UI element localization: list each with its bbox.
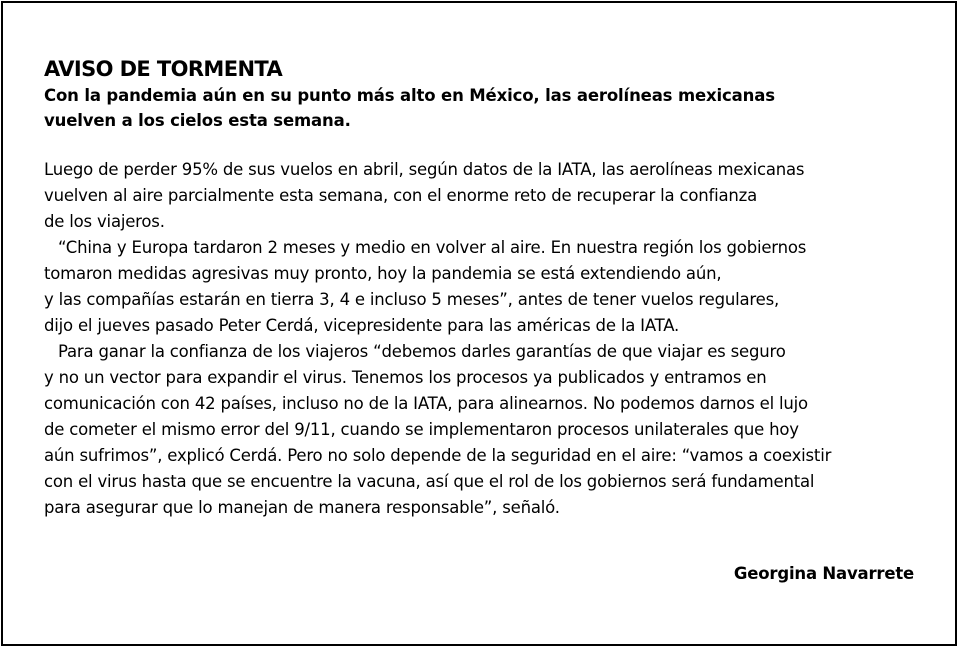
body-line: Luego de perder 95% de sus vuelos en abril, según datos de la IATA, las aerolíneas mexicanas	[44, 160, 805, 179]
article-body	[44, 157, 924, 521]
body-line: aún sufrimos”, explicó Cerdá. Pero no solo depende de la seguridad en el aire: “vamos a coexistir	[44, 446, 832, 465]
body-line: y no un vector para expandir el virus. Tenemos los procesos ya publicados y entramos en	[44, 368, 767, 387]
body-line: tomaron medidas agresivas muy pronto, hoy la pandemia se está extendiendo aún,	[44, 264, 722, 283]
body-line: “China y Europa tardaron 2 meses y medio en volver al aire. En nuestra región los gobiernos	[58, 238, 807, 257]
dek-line: Con la pandemia aún en su punto más alto en México, las aerolíneas mexicanas	[44, 86, 775, 105]
body-line: de cometer el mismo error del 9/11, cuando se implementaron procesos unilaterales que hoy	[44, 420, 799, 439]
body-line: comunicación con 42 países, incluso no de la IATA, para alinearnos. No podemos darnos el lujo	[44, 394, 808, 413]
article-headline: AVISO DE TORMENTA	[44, 57, 283, 81]
article-byline: Georgina Navarrete	[733, 564, 914, 583]
dek-line: vuelven a los cielos esta semana.	[44, 111, 351, 130]
article-dek	[44, 83, 924, 133]
body-line: vuelven al aire parcialmente esta semana, con el enorme reto de recuperar la confianza	[44, 186, 758, 205]
body-line: de los viajeros.	[44, 212, 165, 231]
body-line: y las compañías estarán en tierra 3, 4 e incluso 5 meses”, antes de tener vuelos regulares,	[44, 290, 780, 309]
body-line: Para ganar la confianza de los viajeros “debemos darles garantías de que viajar es seguro	[58, 342, 786, 361]
article	[44, 56, 924, 521]
body-line: para asegurar que lo manejan de manera responsable”, señaló.	[44, 498, 560, 517]
body-line: dijo el jueves pasado Peter Cerdá, vicepresidente para las américas de la IATA.	[44, 316, 680, 335]
body-line: con el virus hasta que se encuentre la vacuna, así que el rol de los gobiernos será fundamental	[44, 472, 815, 491]
